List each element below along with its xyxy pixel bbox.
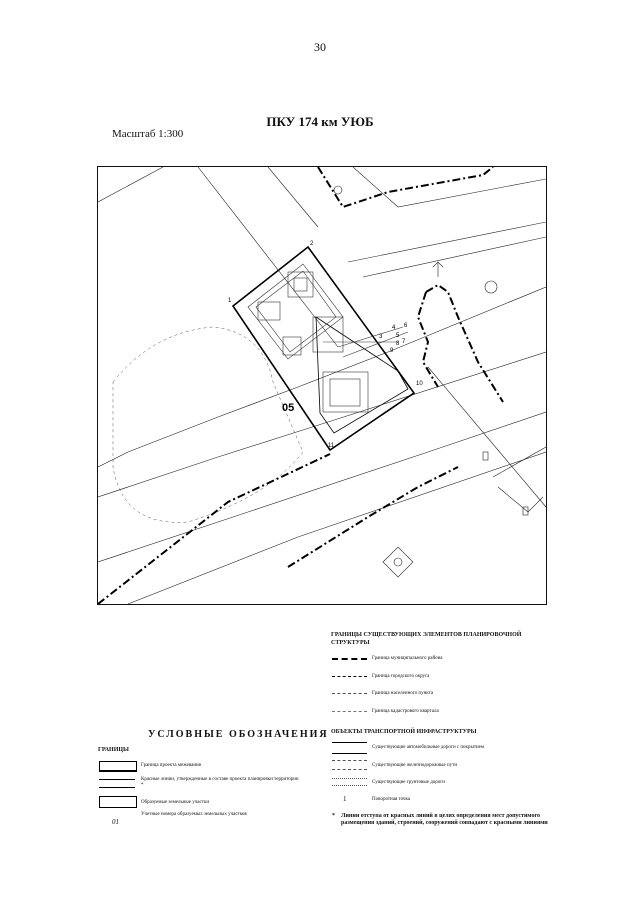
point-label: 5 [396, 333, 400, 339]
swatch-district [332, 658, 367, 660]
parcel-number-sample: 01 [112, 818, 119, 826]
legend-transport-2: Существующие грунтовые дороги [372, 780, 445, 785]
legend-existing-1: Граница городского округа [372, 674, 430, 679]
parcel-boundary [233, 247, 414, 450]
plan-title: ПКУ 174 км УЮБ [266, 114, 374, 129]
legend-existing-0: Граница муниципального района [372, 656, 443, 661]
swatch-paved-roads [332, 742, 367, 754]
swatch-project-border [99, 761, 137, 772]
legend-transport-1: Существующие железнодорожные пути [372, 763, 458, 768]
map-drawing [98, 167, 546, 604]
legend-heading: УСЛОВНЫЕ ОБОЗНАЧЕНИЯ [148, 729, 329, 740]
legend-existing-3: Граница кадастрового квартала [372, 709, 439, 714]
legend-border-2: Образуемые земельные участки [141, 800, 209, 805]
point-label: 11 [328, 443, 335, 449]
page-number: 30 [314, 40, 326, 54]
structures [248, 264, 408, 412]
existing-elements-title: ГРАНИЦЫ СУЩЕСТВУЮЩИХ ЭЛЕМЕНТОВ ПЛАНИРОВОЧНОЙ СТРУКТУРЫ [331, 632, 522, 646]
point-label: 6 [404, 323, 408, 329]
transport-title: ОБЪЕКТЫ ТРАНСПОРТНОЙ ИНФРАСТРУКТУРЫ [331, 729, 477, 735]
scale-label: Масштаб 1:300 [112, 128, 184, 140]
point-label: 7 [402, 339, 406, 345]
area-outline [113, 327, 303, 522]
point-label: 3 [379, 334, 383, 340]
point-label: 4 [392, 325, 396, 331]
borders-title: ГРАНИЦЫ [98, 747, 129, 753]
legend-transport-0: Существующие автомобильные дороги с покрытием [372, 745, 485, 750]
legend-border-3: Учетные номера образуемых земельных участков [141, 812, 247, 817]
legend-border-0: Граница проекта межевания [141, 763, 201, 768]
point-label: 2 [310, 241, 314, 247]
swatch-railways [332, 760, 367, 770]
point-label: 8 [396, 341, 400, 347]
point-label: 10 [416, 381, 423, 387]
legend-existing-2: Граница населенного пункта [372, 691, 434, 696]
turn-point-sample: 1 [343, 795, 347, 803]
swatch-cadastral [332, 711, 367, 712]
legend-border-1: Красные линии, утвержденные в составе проекта планировки территории * [141, 777, 299, 788]
parcel-number: 05 [282, 402, 295, 414]
swatch-parcels [99, 796, 137, 808]
legend-turn-point: Поворотная точка [372, 797, 411, 802]
swatch-red-lines [99, 779, 135, 788]
point-label: 9 [390, 348, 394, 354]
swatch-dirt-roads [332, 778, 367, 786]
road-lines [98, 167, 546, 604]
swatch-settlement [332, 693, 367, 694]
swatch-city [332, 676, 367, 677]
footnote-text: Линии отступа от красных линий в целях определения мест допустимого размещения зданий, строений, сооружений совпадают с красными линиями [341, 813, 548, 826]
point-label: 1 [228, 298, 232, 304]
footnote-mark: * [332, 813, 335, 819]
map-frame [97, 166, 547, 605]
map-symbols [334, 186, 528, 577]
